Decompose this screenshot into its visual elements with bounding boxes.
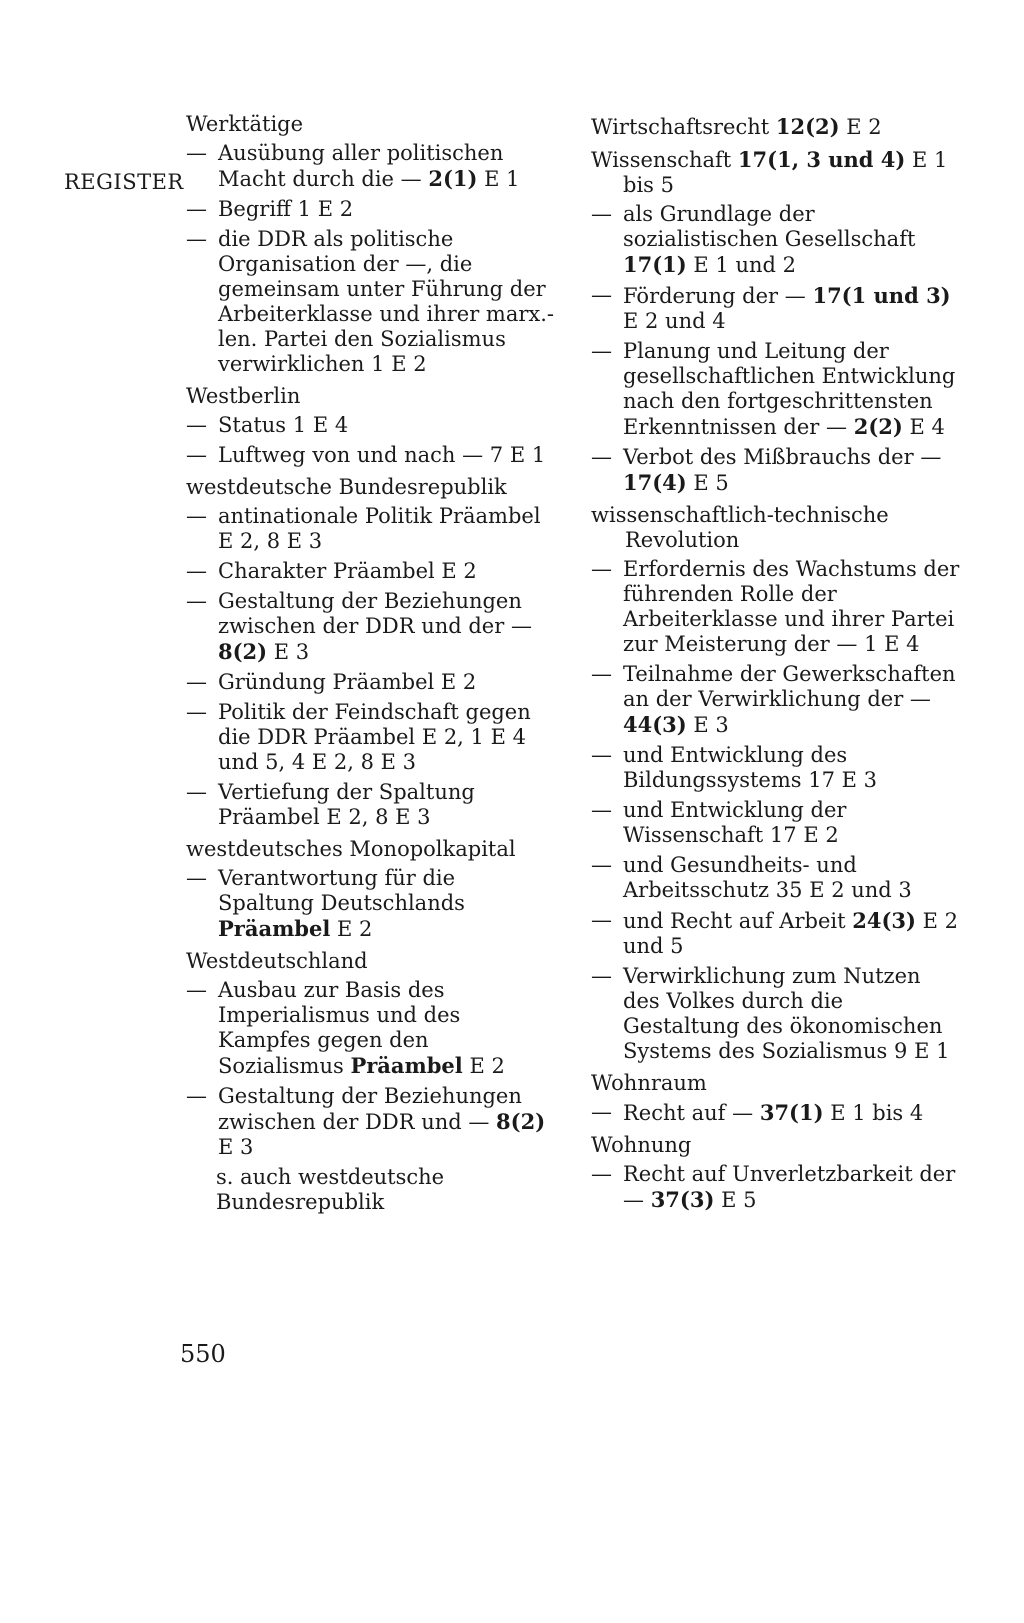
index-entry	[186, 475, 556, 830]
see-also: s. auch westdeutsche Bundesrepublik	[216, 1165, 445, 1214]
entry-heading: Werktätige	[186, 112, 304, 136]
dash-mark: —	[591, 743, 612, 767]
dash-mark: —	[591, 339, 612, 363]
subentry: — Planung und Leitung der gesellschaftlichen Entwicklung nach den fortgeschrittensten Erkenntnissen der — 2(2) E 4	[591, 339, 956, 439]
subentry: — Ausübung aller politischen Macht durch die — 2(1) E 1	[186, 141, 520, 191]
subentry: — antinationale Politik Präambel E 2, 8 E 3	[186, 504, 541, 553]
entry-heading: Westdeutschland	[186, 949, 368, 973]
dash-mark: —	[186, 978, 207, 1002]
dash-mark: —	[186, 700, 207, 724]
entry-heading: Wissenschaft 17(1, 3 und 4) E 1 bis 5	[591, 147, 948, 197]
index-entry	[591, 1071, 963, 1126]
subentry: — die DDR als politische Organisation der —, die gemeinsam unter Führung der Arbeiterklasse und ihrer marx.-len. Partei den Sozialismus verwirklichen 1 E 2	[186, 227, 554, 376]
index-entry	[186, 112, 556, 377]
index-entry	[186, 384, 556, 468]
dash-mark: —	[591, 283, 612, 307]
subentry: — Verbot des Mißbrauchs der — 17(4) E 5	[591, 445, 942, 495]
subentry: — Förderung der — 17(1 und 3) E 2 und 4	[591, 283, 951, 333]
subentry: — Charakter Präambel E 2	[186, 559, 477, 583]
index-entry	[186, 837, 556, 942]
index-entry	[591, 1133, 963, 1213]
subentry: — Luftweg von und nach — 7 E 1	[186, 443, 546, 467]
page-number: 550	[180, 1340, 226, 1368]
dash-mark: —	[186, 1084, 207, 1108]
index-entry	[186, 949, 556, 1215]
dash-mark: —	[186, 197, 207, 221]
entry-heading: wissenschaftlich-technische Revolution	[591, 503, 889, 552]
dash-mark: —	[186, 504, 207, 528]
subentry: — Gestaltung der Beziehungen zwischen der DDR und — 8(2) E 3	[186, 1084, 546, 1159]
subentry: — Gründung Präambel E 2	[186, 670, 477, 694]
subentry: — Gestaltung der Beziehungen zwischen der DDR und der — 8(2) E 3	[186, 589, 532, 664]
subentry: — Vertiefung der Spaltung Präambel E 2, 8 E 3	[186, 780, 475, 829]
subentry: — Erfordernis des Wachstums der führenden Rolle der Arbeiterklasse und ihrer Partei zur Meisterung der — 1 E 4	[591, 557, 960, 656]
subentry: — Verantwortung für die Spaltung Deutschlands Präambel E 2	[186, 866, 465, 941]
index-entry	[591, 114, 963, 140]
left-column	[186, 112, 556, 1222]
subentry: — und Entwicklung des Bildungssystems 17 E 3	[591, 743, 878, 792]
dash-mark: —	[186, 141, 207, 165]
dash-mark: —	[186, 227, 207, 251]
dash-mark: —	[591, 445, 612, 469]
dash-mark: —	[186, 866, 207, 890]
subentry: — Status 1 E 4	[186, 413, 349, 437]
subentry: — Begriff 1 E 2	[186, 197, 354, 221]
subentry: — Ausbau zur Basis des Imperialismus und des Kampfes gegen den Sozialismus Präambel E 2	[186, 978, 505, 1078]
subentry: — und Recht auf Arbeit 24(3) E 2 und 5	[591, 908, 958, 958]
dash-mark: —	[186, 589, 207, 613]
right-column	[591, 114, 963, 1220]
index-entry	[591, 503, 963, 1064]
dash-mark: —	[591, 964, 612, 988]
register-label: REGISTER	[64, 170, 184, 194]
entry-heading: Wohnung	[591, 1133, 692, 1157]
dash-mark: —	[591, 557, 612, 581]
entry-heading: Wohnraum	[591, 1071, 707, 1095]
dash-mark: —	[591, 1162, 612, 1186]
dash-mark: —	[186, 780, 207, 804]
dash-mark: —	[186, 413, 207, 437]
subentry: — Verwirklichung zum Nutzen des Volkes durch die Gestaltung des ökonomischen Systems des Sozialismus 9 E 1	[591, 964, 950, 1063]
dash-mark: —	[186, 443, 207, 467]
subentry: — und Gesundheits- und Arbeitsschutz 35 E 2 und 3	[591, 853, 912, 902]
entry-heading: Wirtschaftsrecht 12(2) E 2	[591, 114, 882, 139]
dash-mark: —	[186, 559, 207, 583]
subentry: — Recht auf — 37(1) E 1 bis 4	[591, 1100, 924, 1125]
subentry: — und Entwicklung der Wissenschaft 17 E 2	[591, 798, 847, 847]
dash-mark: —	[591, 908, 612, 932]
index-entry	[591, 147, 963, 496]
entry-heading: Westberlin	[186, 384, 301, 408]
entry-heading: westdeutsche Bundesrepublik	[186, 475, 507, 499]
subentry: — Recht auf Unverletzbarkeit der — 37(3) E 5	[591, 1162, 956, 1212]
dash-mark: —	[591, 202, 612, 226]
dash-mark: —	[591, 662, 612, 686]
subentry: — Politik der Feindschaft gegen die DDR Präambel E 2, 1 E 4 und 5, 4 E 2, 8 E 3	[186, 700, 531, 774]
entry-heading: westdeutsches Monopolkapital	[186, 837, 516, 861]
dash-mark: —	[186, 670, 207, 694]
dash-mark: —	[591, 853, 612, 877]
subentry: — als Grundlage der sozialistischen Gesellschaft 17(1) E 1 und 2	[591, 202, 916, 277]
dash-mark: —	[591, 798, 612, 822]
subentry: — Teilnahme der Gewerkschaften an der Verwirklichung der — 44(3) E 3	[591, 662, 956, 737]
dash-mark: —	[591, 1100, 612, 1124]
